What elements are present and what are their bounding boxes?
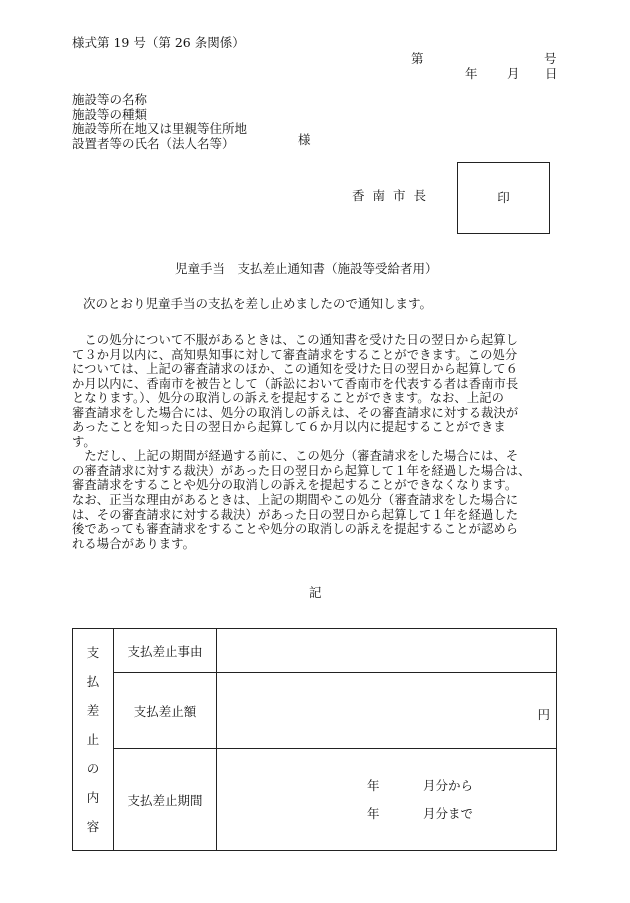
body-line: 審査請求をした場合には、処分の取消しの訴えは、その審査請求に対する裁決が [72, 405, 519, 420]
seal-box [457, 162, 550, 234]
doc-number-label: 第 [411, 51, 424, 66]
period-from-month: 月分から [423, 777, 474, 793]
appeal-notice-body [72, 333, 560, 551]
period-from [367, 772, 556, 800]
body-line: あったことを知った日の翌日から起算して６か月以内に提起することができま [72, 420, 506, 435]
body-line: れる場合があります。 [72, 536, 195, 551]
vertical-header-char: 差 [86, 703, 100, 718]
date-day-label: 日 [545, 66, 558, 81]
body-line: の審査請求に対する裁決）があった日の翌日から起算して１年を経過した場合は、 [72, 463, 531, 478]
document-title: 児童手当 支払差止通知書（施設等受給者用） [175, 261, 438, 276]
table-vertical-header [73, 629, 114, 851]
vertical-header-char: 払 [86, 674, 100, 689]
date-year-label: 年 [465, 66, 478, 81]
vertical-header-char: 支 [86, 645, 100, 660]
ki-heading: 記 [309, 585, 322, 600]
facility-address-label: 施設等所在地又は里親等住所地 [72, 121, 248, 136]
body-line: なお、正当な理由があるときは、上記の期間やこの処分（審査請求をした場合に [72, 493, 519, 508]
body-line: ただし、上記の期間が経過する前に、この処分（審査請求をした場合には、そ [72, 449, 519, 464]
founder-name-label: 設置者等の氏名（法人名等） [72, 135, 235, 151]
amount-label: 支払差止額 [114, 673, 217, 749]
yen-unit: 円 [537, 707, 550, 722]
body-line: て３か月以内に、高知県知事に対して審査請求をすることができます。この処分 [72, 347, 518, 362]
period-from-year: 年 [367, 777, 380, 793]
period-value-field[interactable] [217, 749, 557, 851]
body-line: す。 [72, 434, 96, 449]
vertical-header-char: 内 [86, 790, 100, 805]
seal-label: 印 [497, 190, 510, 205]
facility-type-label: 施設等の種類 [72, 106, 148, 122]
form-number: 様式第 19 号（第 26 条関係） [72, 35, 245, 50]
period-to [367, 800, 556, 828]
suspension-details-table [72, 628, 557, 851]
addressee-block [72, 93, 247, 151]
period-to-month: 月分まで [423, 805, 474, 821]
body-line: 後であっても審査請求をすることや処分の取消しの訴えを提起することが認めら [72, 522, 519, 537]
vertical-header-char: 容 [86, 819, 100, 834]
vertical-header-char: 止 [86, 732, 100, 747]
date-month-label: 月 [507, 66, 520, 81]
issuer-name: 香南市長 [352, 188, 435, 203]
body-line: か月以内に、香南市を被告として（訴訟において香南市を代表する者は香南市長 [72, 376, 519, 391]
vertical-header-char: の [86, 761, 100, 776]
body-line: となります。）、処分の取消しの訴えを提起することができます。なお、上記の [72, 391, 505, 406]
period-label: 支払差止期間 [114, 749, 217, 851]
body-line: この処分について不服があるときは、この通知書を受けた日の翌日から起算し [72, 333, 519, 347]
doc-number-suffix: 号 [544, 51, 557, 66]
body-line: 審査請求をすることや処分の取消しの訴えを提起することができなくなります。 [72, 478, 518, 493]
body-line: は、その審査請求に対する裁決）があった日の翌日から起算して１年を経過した [72, 507, 519, 522]
reason-value-field[interactable] [217, 629, 557, 673]
lead-sentence: 次のとおり児童手当の支払を差し止めましたので通知します。 [83, 296, 433, 311]
body-line: については、上記の審査請求のほか、この通知を受けた日の翌日から起算して６ [72, 362, 519, 377]
facility-name-label: 施設等の名称 [72, 92, 148, 107]
honorific: 様 [298, 132, 311, 147]
period-to-year: 年 [367, 805, 380, 821]
amount-value-field[interactable] [217, 673, 557, 749]
reason-label: 支払差止事由 [114, 629, 217, 673]
